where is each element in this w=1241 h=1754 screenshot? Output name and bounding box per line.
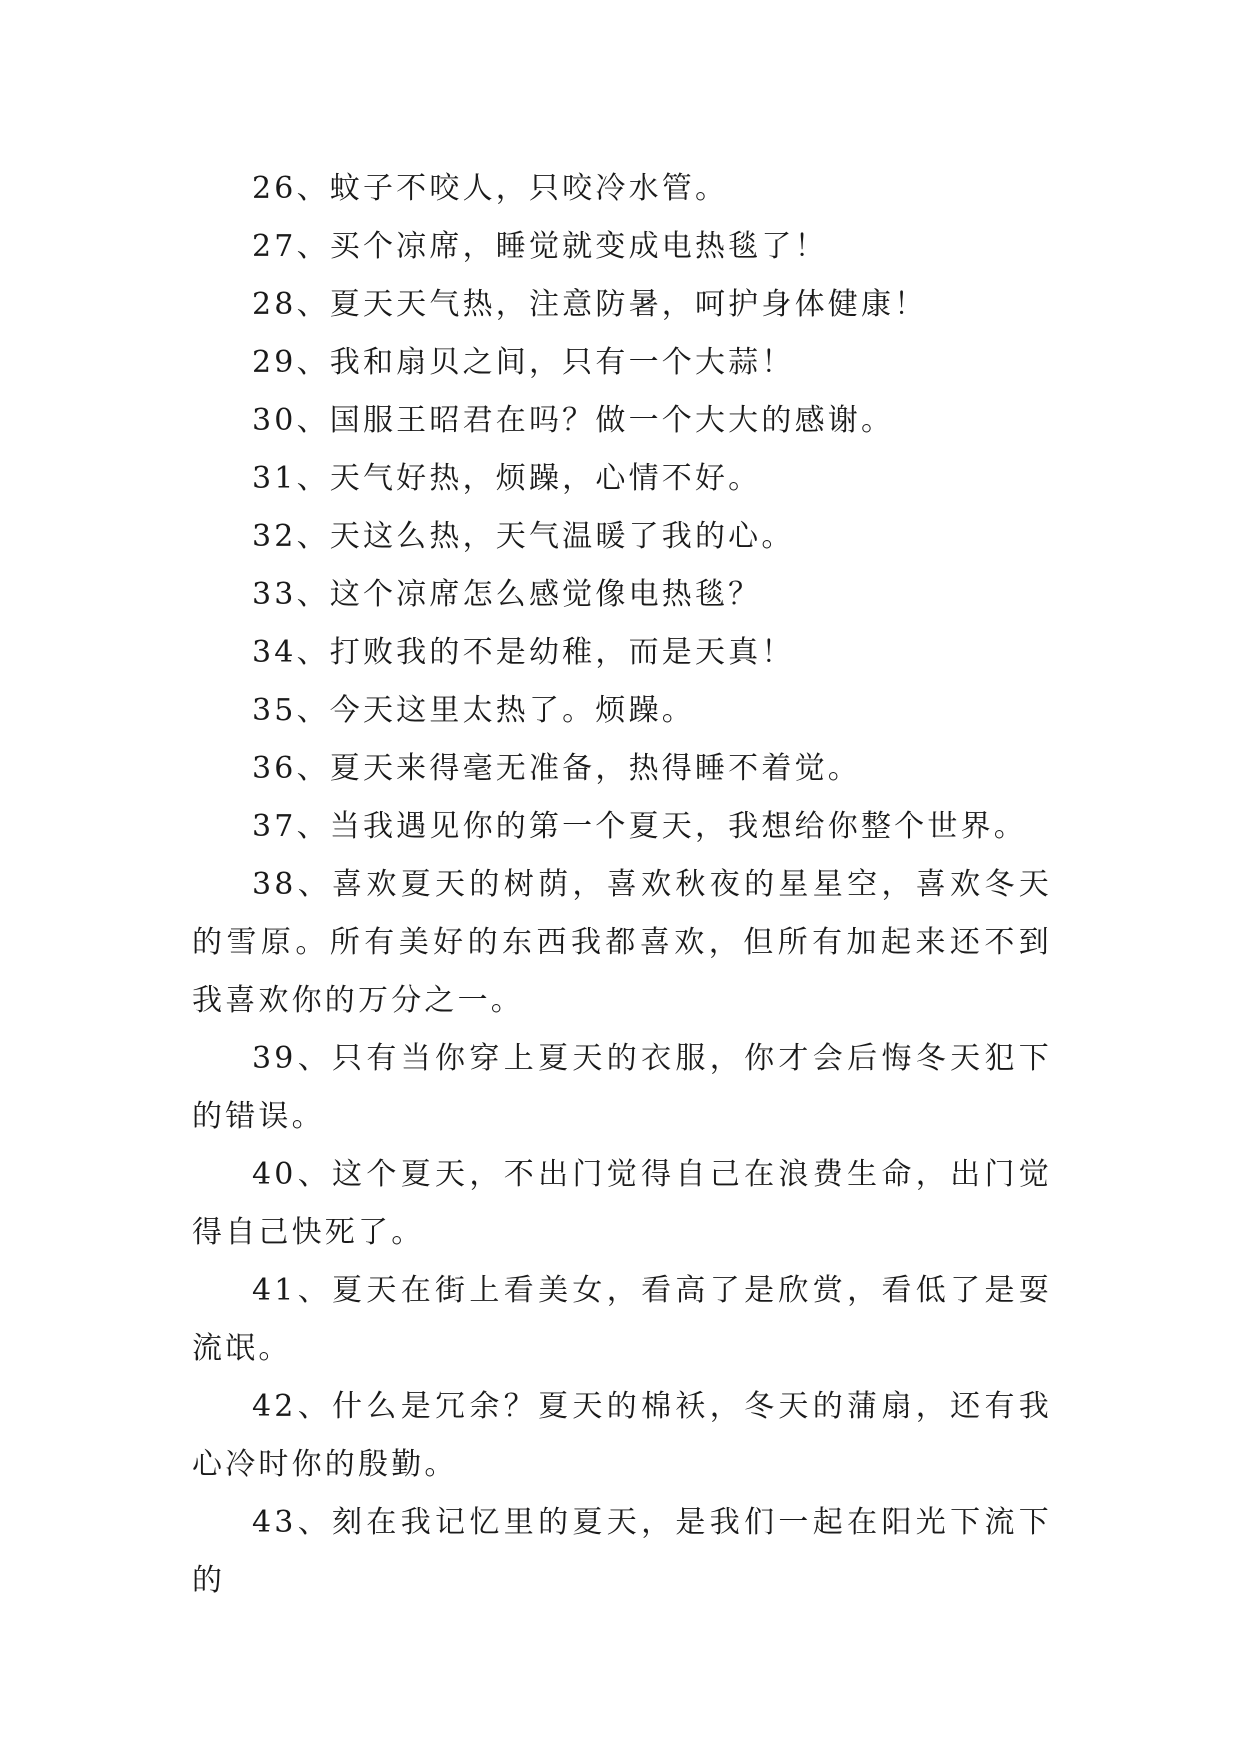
list-item-31: 31、天气好热，烦躁，心情不好。 <box>252 461 762 496</box>
list-item-28: 28、夏天天气热，注意防暑，呵护身体健康！ <box>252 287 928 322</box>
list-item-40: 40、这个夏天，不出门觉得自己在浪费生命，出门觉得自己快死了。 <box>192 1157 1052 1250</box>
list-item-37: 37、当我遇见你的第一个夏天，我想给你整个世界。 <box>252 809 1027 844</box>
list-item-39: 39、只有当你穿上夏天的衣服，你才会后悔冬天犯下的错误。 <box>192 1041 1052 1134</box>
list-item-38: 38、喜欢夏天的树荫，喜欢秋夜的星星空，喜欢冬天的雪原。所有美好的东西我都喜欢，但所有加起来还不到我喜欢你的万分之一。 <box>192 867 1052 1018</box>
list-item-34: 34、打败我的不是幼稚，而是天真！ <box>252 635 795 670</box>
list-item-35: 35、今天这里太热了。烦躁。 <box>252 693 695 728</box>
list-item-29: 29、我和扇贝之间，只有一个大蒜！ <box>252 345 795 380</box>
list-item-36: 36、夏天来得毫无准备，热得睡不着觉。 <box>252 751 861 786</box>
list-item-32: 32、天这么热，天气温暖了我的心。 <box>252 519 795 554</box>
list-item-43: 43、刻在我记忆里的夏天，是我们一起在阳光下流下的 <box>192 1505 1052 1598</box>
list-item-42: 42、什么是冗余？夏天的棉袄，冬天的蒲扇，还有我心冷时你的殷勤。 <box>192 1389 1052 1482</box>
list-item-33: 33、这个凉席怎么感觉像电热毯？ <box>252 577 762 612</box>
list-item-41: 41、夏天在街上看美女，看高了是欣赏，看低了是耍流氓。 <box>192 1273 1052 1366</box>
list-item-26: 26、蚊子不咬人，只咬冷水管。 <box>252 171 729 206</box>
list-item-27: 27、买个凉席，睡觉就变成电热毯了！ <box>252 229 828 264</box>
list-item-30: 30、国服王昭君在吗？做一个大大的感谢。 <box>252 403 895 438</box>
document-body <box>192 160 1052 1610</box>
